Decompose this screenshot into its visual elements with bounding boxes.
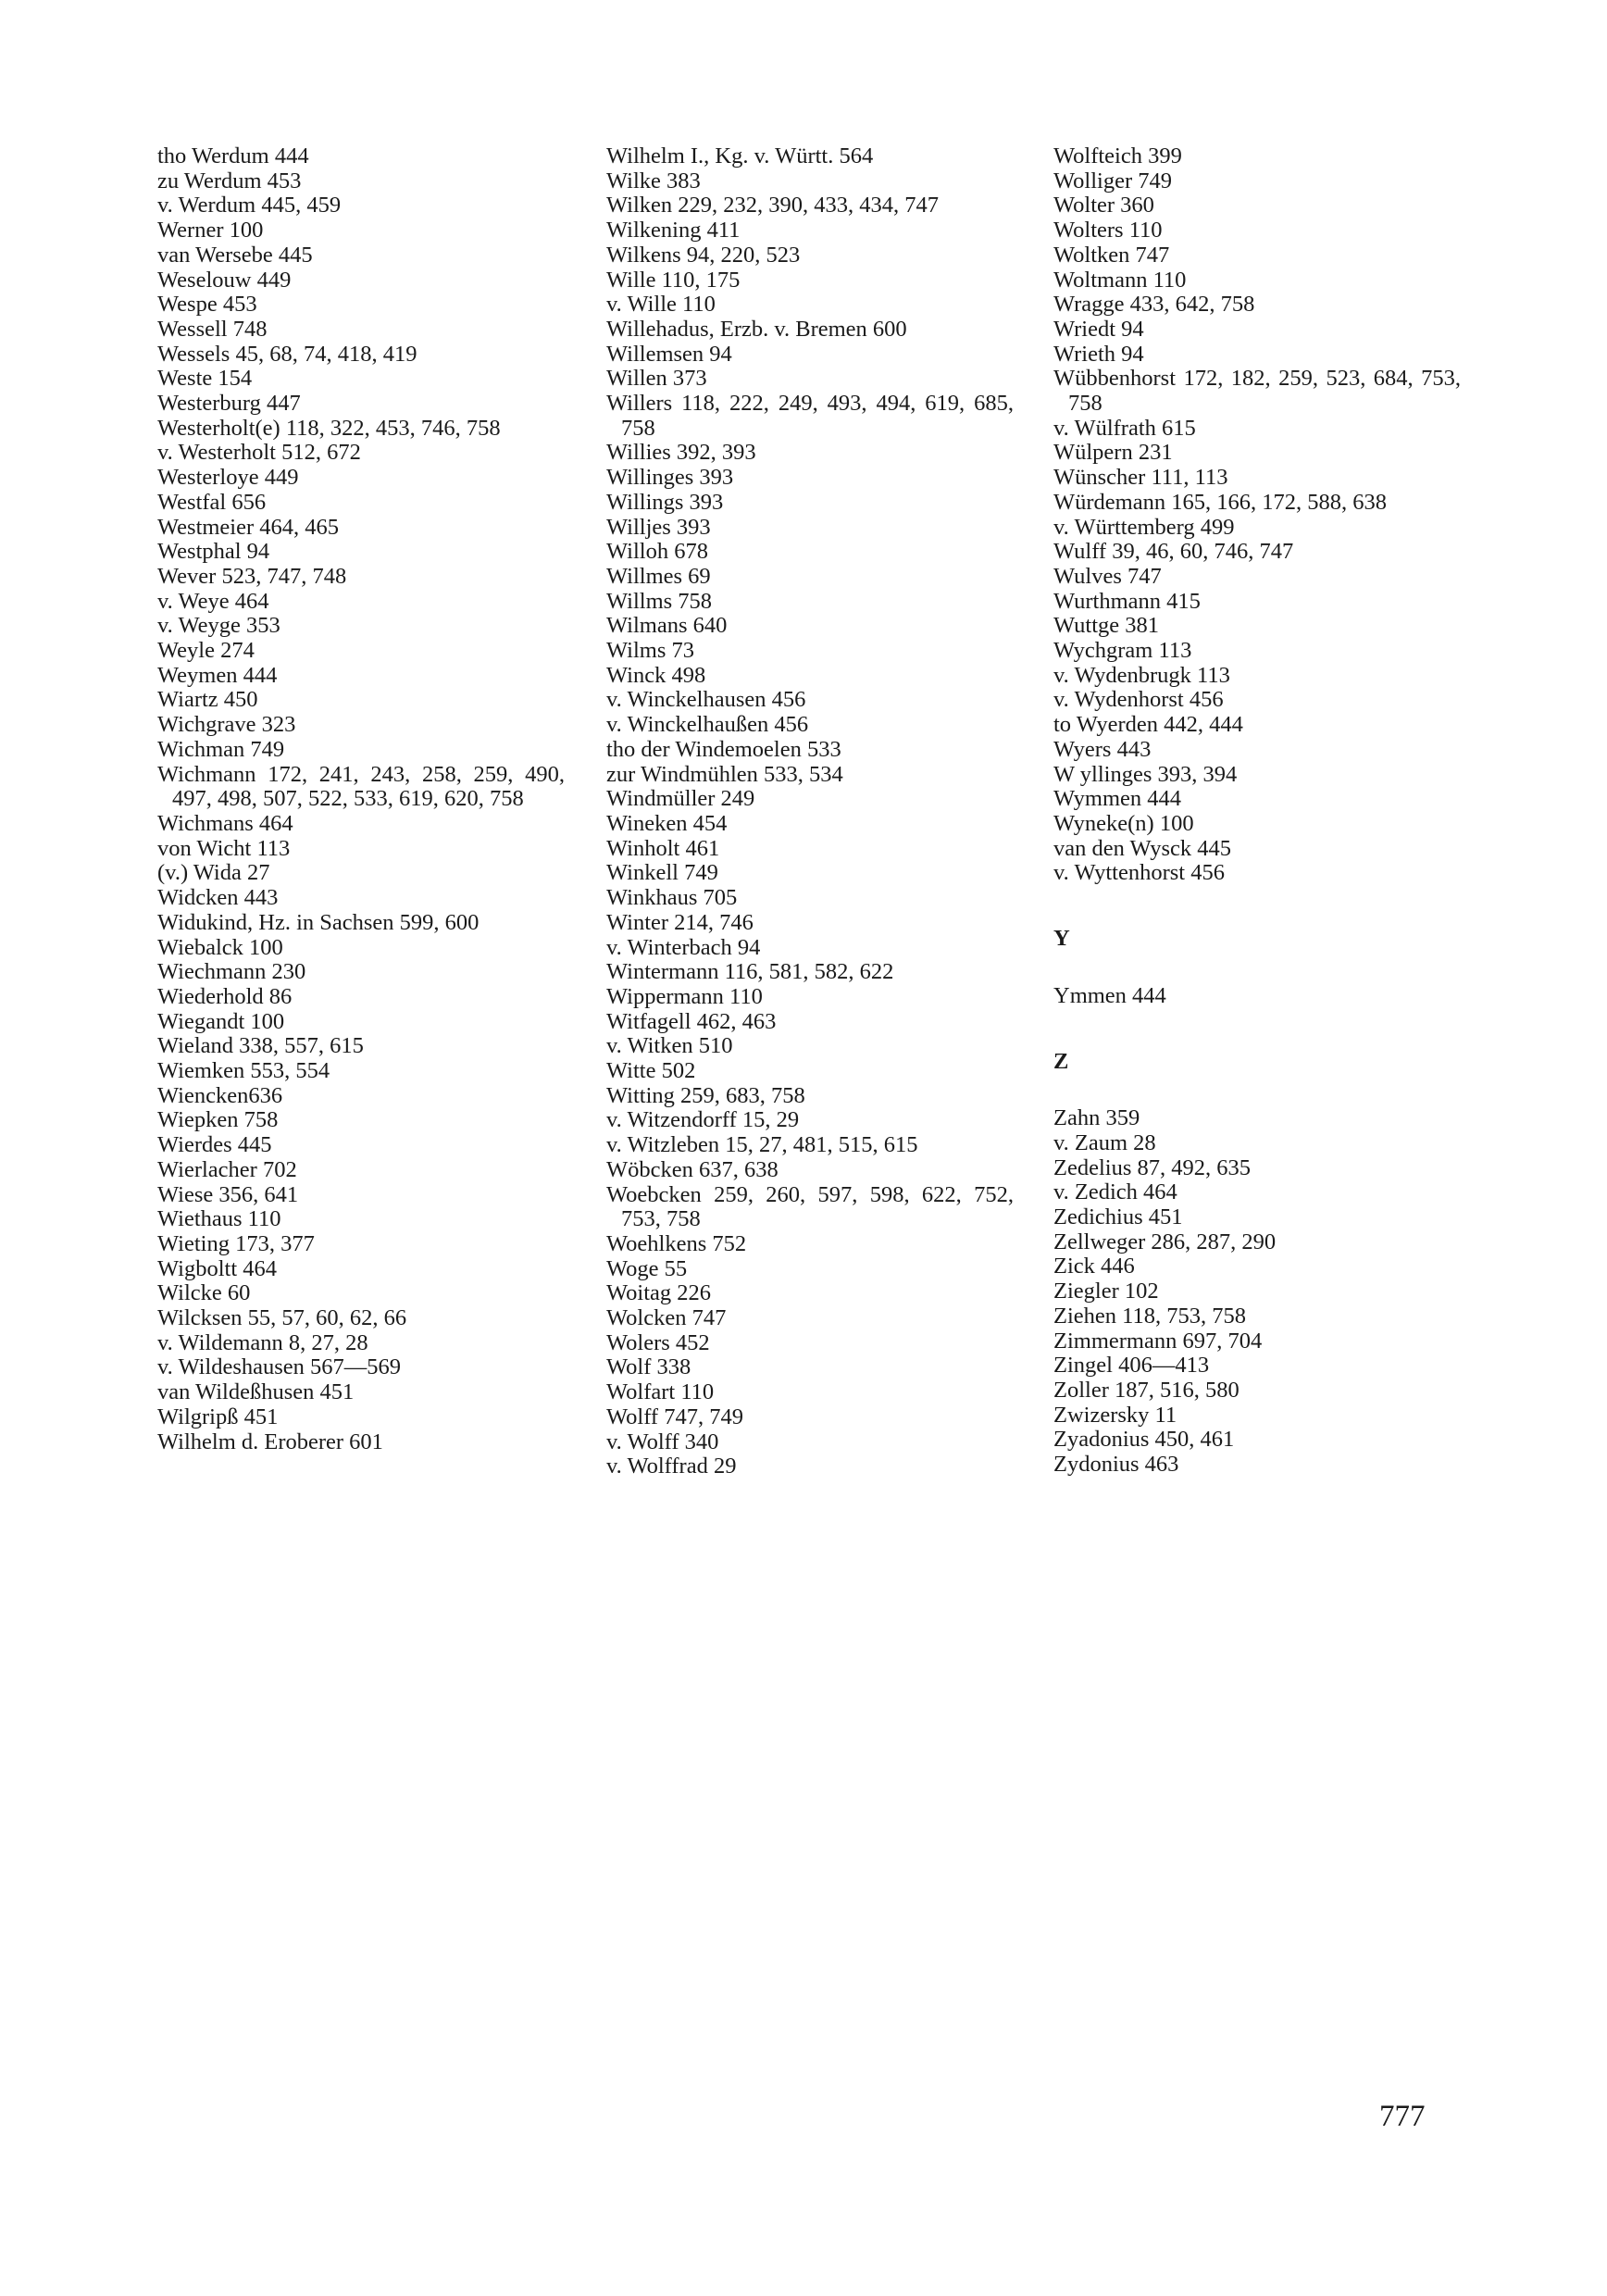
- index-entry: Wülpern 231: [1053, 440, 1173, 466]
- index-entry: Woebcken 259, 260, 597, 598, 622, 752, 753, 758: [606, 1181, 1014, 1232]
- index-entry: Wever 523, 747, 748: [157, 563, 347, 589]
- index-entry: Westerholt(e) 118, 322, 453, 746, 758: [157, 415, 501, 441]
- index-entry: Zyadonius 450, 461: [1053, 1427, 1235, 1453]
- index-entry: Zoller 187, 516, 580: [1053, 1377, 1240, 1403]
- index-section-y: [1053, 927, 1461, 1008]
- index-entry: Wolfart 110: [606, 1379, 715, 1405]
- index-entry: v. Witzendorff 15, 29: [606, 1107, 800, 1133]
- index-entry: Wolters 110: [1053, 218, 1163, 243]
- index-entry: v. Wildemann 8, 27, 28: [157, 1329, 368, 1355]
- index-entry: v. Winckelhaußen 456: [606, 712, 809, 738]
- index-entry: Wilhelm I., Kg. v. Württ. 564: [606, 144, 874, 168]
- index-entry: v. Winterbach 94: [606, 934, 761, 960]
- index-entry: Westfal 656: [157, 489, 267, 515]
- index-entry: Wolf 338: [606, 1354, 691, 1380]
- index-entry: Willehadus, Erzb. v. Bremen 600: [606, 316, 907, 342]
- index-entry: Wineken 454: [606, 810, 728, 836]
- index-entry: Winkhaus 705: [606, 885, 738, 911]
- index-entry: W yllinges 393, 394: [1053, 761, 1238, 787]
- index-entry: Widcken 443: [157, 885, 279, 911]
- index-entry: Woge 55: [606, 1255, 688, 1281]
- index-entry: Wulves 747: [1053, 563, 1162, 589]
- index-entry: Zingel 406—413: [1053, 1353, 1210, 1379]
- index-entry: v. Württemberg 499: [1053, 514, 1235, 540]
- index-entry: Willies 392, 393: [606, 440, 756, 466]
- index-entry: Woitag 226: [606, 1280, 712, 1306]
- index-entry: v. Wyttenhorst 456: [1053, 860, 1225, 886]
- index-entry: Wigboltt 464: [157, 1255, 277, 1281]
- index-entry: Wiese 356, 641: [157, 1181, 299, 1207]
- index-entry: Winholt 461: [606, 835, 720, 861]
- index-entry: Wessels 45, 68, 74, 418, 419: [157, 341, 417, 367]
- index-entry: van Wildeßhusen 451: [157, 1379, 355, 1405]
- index-entry: v. Witzleben 15, 27, 481, 515, 615: [606, 1132, 918, 1158]
- index-entry: Wyers 443: [1053, 736, 1152, 762]
- index-entry: Willjes 393: [606, 514, 711, 540]
- index-entry: Wiethaus 110: [157, 1206, 281, 1232]
- index-entry: Woehlkens 752: [606, 1230, 747, 1256]
- index-entry: Wierlacher 702: [157, 1156, 297, 1182]
- index-entry: v. Westerholt 512, 672: [157, 440, 361, 466]
- index-entry: Zimmermann 697, 704: [1053, 1328, 1263, 1354]
- index-entry: Willings 393: [606, 489, 724, 515]
- index-entry: Willen 373: [606, 366, 707, 392]
- index-entry: Wichman 749: [157, 736, 285, 762]
- index-entry: Wübbenhorst 172, 182, 259, 523, 684, 753, 758: [1053, 366, 1461, 417]
- index-entry: Weste 154: [157, 366, 253, 392]
- index-entry: Wurthmann 415: [1053, 588, 1201, 614]
- index-entry: v. Wydenhorst 456: [1053, 687, 1224, 713]
- index-entry: v. Wydenbrugk 113: [1053, 662, 1230, 688]
- section-letter-heading: Z: [1053, 1048, 1069, 1074]
- index-entry: Westmeier 464, 465: [157, 514, 340, 540]
- index-entry: Zick 446: [1053, 1254, 1135, 1279]
- index-entry: Wilke 383: [606, 168, 701, 193]
- index-entry: tho der Windemoelen 533: [606, 736, 841, 762]
- index-entry: Wilms 73: [606, 638, 694, 664]
- index-entry: tho Werdum 444: [157, 144, 309, 168]
- index-entry: Wieting 173, 377: [157, 1230, 315, 1256]
- index-entry: Wolff 747, 749: [606, 1404, 743, 1429]
- index-entry: Witte 502: [606, 1058, 696, 1084]
- index-entry: Wilmans 640: [606, 613, 728, 639]
- index-entry: Woltken 747: [1053, 242, 1170, 268]
- index-entry: Wolcken 747: [606, 1305, 727, 1331]
- index-entry: Wilgripß 451: [157, 1404, 279, 1429]
- index-entry: von Wicht 113: [157, 835, 291, 861]
- index-entry: v. Weyge 353: [157, 613, 280, 639]
- index-entry: Zedichius 451: [1053, 1204, 1183, 1230]
- index-entry: Wünscher 111, 113: [1053, 465, 1228, 491]
- index-entry: v. Wolffrad 29: [606, 1454, 737, 1479]
- index-entry: Weselouw 449: [157, 267, 292, 293]
- index-entry: Winck 498: [606, 662, 706, 688]
- index-entry: Zwizersky 11: [1053, 1402, 1177, 1428]
- index-entry: Wierdes 445: [157, 1132, 272, 1158]
- index-entry: v. Wolff 340: [606, 1429, 719, 1454]
- section-letter-heading: Y: [1053, 926, 1070, 952]
- index-entry: Willinges 393: [606, 465, 734, 491]
- index-entry: Willers 118, 222, 249, 493, 494, 619, 685, 758: [606, 391, 1014, 441]
- index-entry: Winter 214, 746: [606, 909, 754, 935]
- index-entry: Wolfteich 399: [1053, 144, 1182, 168]
- index-entry: van Wersebe 445: [157, 242, 313, 268]
- index-entry: Wespe 453: [157, 292, 257, 318]
- index-entry: Weymen 444: [157, 662, 278, 688]
- index-entry: Wiegandt 100: [157, 1008, 285, 1034]
- index-entry: Wichmans 464: [157, 810, 293, 836]
- index-entry: v. Wülfrath 615: [1053, 415, 1196, 441]
- index-entry: Widukind, Hz. in Sachsen 599, 600: [157, 909, 480, 935]
- index-entry: v. Zedich 464: [1053, 1179, 1177, 1205]
- index-entry: Wilcksen 55, 57, 60, 62, 66: [157, 1305, 407, 1331]
- index-section-z: [1053, 1050, 1461, 1478]
- page-number: 777: [1379, 2100, 1426, 2133]
- index-entry: Wymmen 444: [1053, 786, 1182, 812]
- index-entry: Wiederhold 86: [157, 983, 293, 1009]
- index-entry: zu Werdum 453: [157, 168, 302, 193]
- index-entry: Wolers 452: [606, 1329, 710, 1355]
- index-entry: v. Wille 110: [606, 292, 716, 318]
- index-entry: van den Wysck 445: [1053, 835, 1231, 861]
- index-entry: Wuttge 381: [1053, 613, 1160, 639]
- index-entry: Wiepken 758: [157, 1107, 279, 1133]
- index-entry: Wychgram 113: [1053, 638, 1192, 664]
- index-entry: Wriedt 94: [1053, 316, 1144, 342]
- index-entry: Wolliger 749: [1053, 168, 1172, 193]
- index-entry: Westerburg 447: [157, 391, 301, 417]
- index-entry: Wintermann 116, 581, 582, 622: [606, 959, 894, 985]
- index-entry: Wolter 360: [1053, 193, 1154, 218]
- index-entry: Zellweger 286, 287, 290: [1053, 1229, 1277, 1254]
- index-entry: Wilcke 60: [157, 1280, 251, 1306]
- index-entry: Willms 758: [606, 588, 713, 614]
- index-entry: Wragge 433, 642, 758: [1053, 292, 1255, 318]
- index-entry: Westerloye 449: [157, 465, 299, 491]
- index-entry: Zahn 359: [1053, 1105, 1140, 1131]
- index-entry: Ymmen 444: [1053, 982, 1166, 1008]
- index-entry: Witting 259, 683, 758: [606, 1082, 805, 1108]
- index-entry: Willemsen 94: [606, 341, 732, 367]
- index-entry: Witfagell 462, 463: [606, 1008, 777, 1034]
- index-entry: Wrieth 94: [1053, 341, 1144, 367]
- index-column-1: [157, 144, 565, 1454]
- index-entry: zur Windmühlen 533, 534: [606, 761, 843, 787]
- index-entry: v. Weye 464: [157, 588, 269, 614]
- index-entry: Zedelius 87, 492, 635: [1053, 1154, 1251, 1180]
- index-column-2: [606, 144, 1014, 1479]
- index-entry: Ziehen 118, 753, 758: [1053, 1303, 1246, 1329]
- index-entry: Wille 110, 175: [606, 267, 741, 293]
- index-entry: v. Winckelhausen 456: [606, 687, 806, 713]
- index-entry: Wulff 39, 46, 60, 746, 747: [1053, 539, 1294, 565]
- index-entry: Wiechmann 230: [157, 959, 306, 985]
- index-entry: Willoh 678: [606, 539, 708, 565]
- index-entry: v. Witken 510: [606, 1033, 733, 1059]
- index-column-3: [1053, 144, 1461, 1478]
- index-entry: Wippermann 110: [606, 983, 763, 1009]
- index-entry: Wilkens 94, 220, 523: [606, 242, 801, 268]
- index-entry: Wiartz 450: [157, 687, 258, 713]
- index-entry: Wilken 229, 232, 390, 433, 434, 747: [606, 193, 940, 218]
- index-entry: Wiemken 553, 554: [157, 1058, 330, 1084]
- index-entry: v. Werdum 445, 459: [157, 193, 342, 218]
- index-entry: Weyle 274: [157, 638, 255, 664]
- index-entry: Woltmann 110: [1053, 267, 1187, 293]
- index-entry: v. Wildeshausen 567—569: [157, 1354, 402, 1380]
- index-entry: Werner 100: [157, 218, 264, 243]
- index-entry: Wyneke(n) 100: [1053, 810, 1194, 836]
- index-entry: Wöbcken 637, 638: [606, 1156, 779, 1182]
- index-entry: Wichgrave 323: [157, 712, 296, 738]
- index-entry: Windmüller 249: [606, 786, 755, 812]
- index-entry: Willmes 69: [606, 563, 711, 589]
- index-entry: Wilkening 411: [606, 218, 741, 243]
- index-entry: Westphal 94: [157, 539, 270, 565]
- index-entry: to Wyerden 442, 444: [1053, 712, 1243, 738]
- index-entry: Ziegler 102: [1053, 1279, 1159, 1304]
- index-entry: Wiencken636: [157, 1082, 283, 1108]
- index-entry: Winkell 749: [606, 860, 718, 886]
- index-entry: Wiebalck 100: [157, 934, 283, 960]
- index-entry: Wilhelm d. Eroberer 601: [157, 1429, 383, 1454]
- index-entry: v. Zaum 28: [1053, 1129, 1156, 1155]
- index-entry: (v.) Wida 27: [157, 860, 270, 886]
- index-entry: Wessell 748: [157, 316, 268, 342]
- index-entry: Würdemann 165, 166, 172, 588, 638: [1053, 489, 1387, 515]
- index-entry: Wieland 338, 557, 615: [157, 1033, 364, 1059]
- index-entry: Wichmann 172, 241, 243, 258, 259, 490, 497, 498, 507, 522, 533, 619, 620, 758: [157, 761, 565, 812]
- index-entry: Zydonius 463: [1053, 1452, 1179, 1478]
